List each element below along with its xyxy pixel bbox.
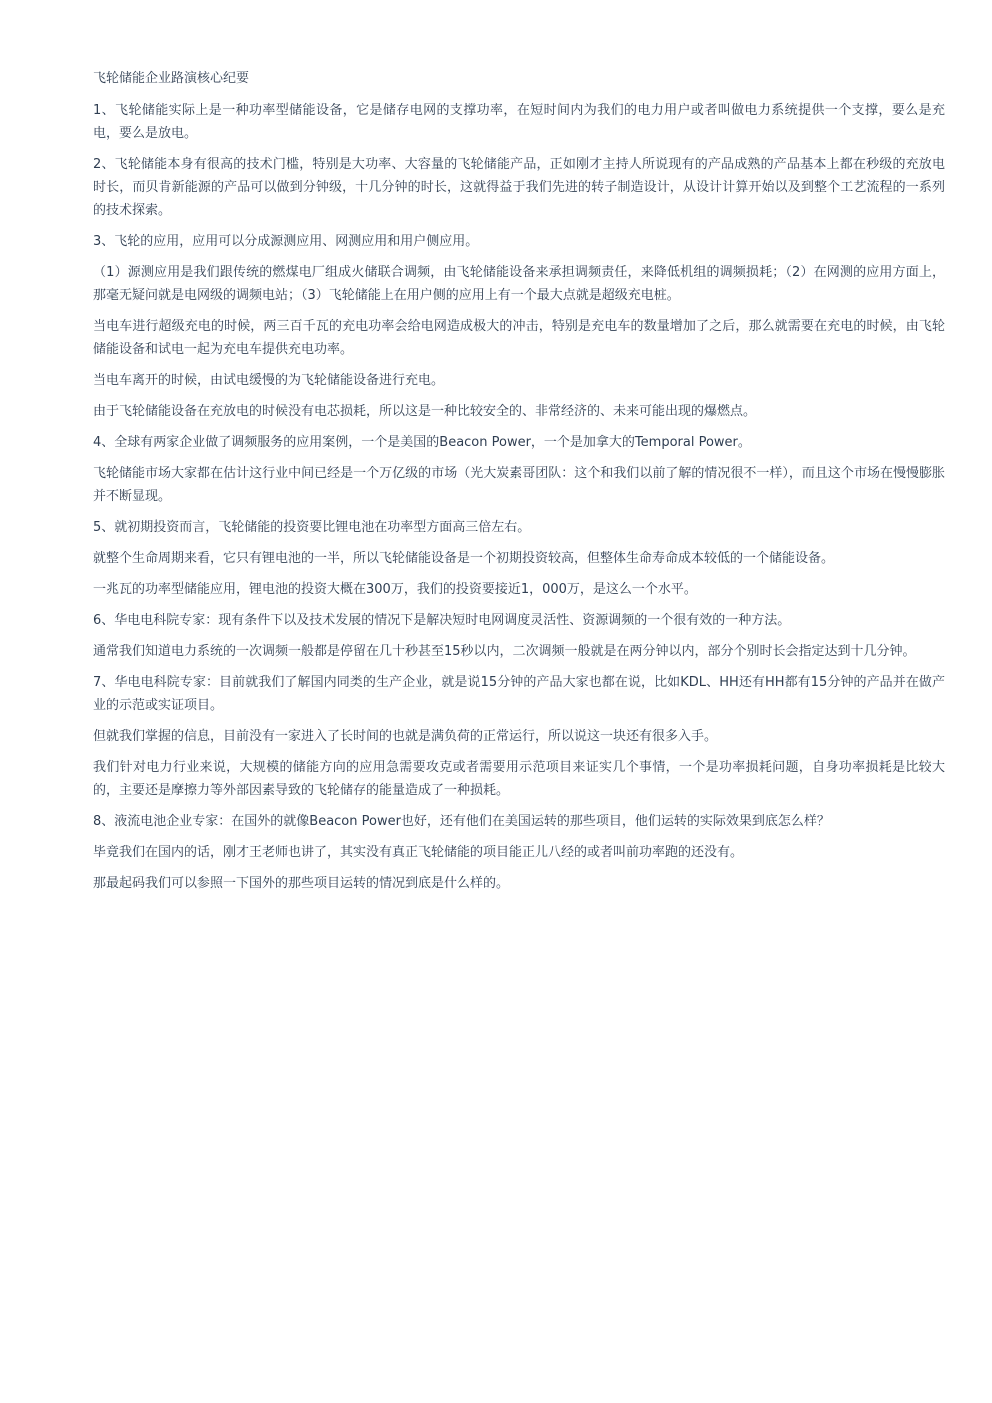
document-page xyxy=(93,70,945,903)
paragraph-4: （1）源测应用是我们跟传统的燃煤电厂组成火储联合调频，由飞轮储能设备来承担调频责任，来降低机组的调频损耗；（2）在网测的应用方面上，那毫无疑问就是电网级的调频电站；（3）飞轮储能上在用户侧的应用上有一个最大点就是超级充电桩。 xyxy=(93,265,945,303)
paragraph-6: 当电车离开的时候，由试电缓慢的为飞轮储能设备进行充电。 xyxy=(93,373,445,388)
paragraph-20: 那最起码我们可以参照一下国外的那些项目运转的情况到底是什么样的。 xyxy=(93,876,510,891)
paragraph-1: 1、飞轮储能实际上是一种功率型储能设备，它是储存电网的支撑功率，在短时间内为我们的电力用户或者叫做电力系统提供一个支撑，要么是充电，要么是放电。 xyxy=(93,103,945,141)
paragraph-17: 我们针对电力行业来说，大规模的储能方向的应用急需要攻克或者需要用示范项目来证实几个事情，一个是功率损耗问题，自身功率损耗是比较大的，主要还是摩擦力等外部因素导致的飞轮储存的能量造成了一种损耗。 xyxy=(93,760,945,798)
paragraph-18: 8、液流电池企业专家：在国外的就像Beacon Power也好，还有他们在美国运转的那些项目，他们运转的实际效果到底怎么样？ xyxy=(93,814,830,829)
paragraph-5: 当电车进行超级充电的时候，两三百千瓦的充电功率会给电网造成极大的冲击，特别是充电车的数量增加了之后，那么就需要在充电的时候，由飞轮储能设备和试电一起为充电车提供充电功率。 xyxy=(93,319,945,357)
paragraph-9: 飞轮储能市场大家都在估计这行业中间已经是一个万亿级的市场（光大炭素哥团队：这个和我们以前了解的情况很不一样），而且这个市场在慢慢膨胀并不断显现。 xyxy=(93,466,945,504)
paragraph-3: 3、飞轮的应用，应用可以分成源测应用、网测应用和用户侧应用。 xyxy=(93,234,479,249)
paragraph-12: 一兆瓦的功率型储能应用，锂电池的投资大概在300万，我们的投资要接近1，000万，是这么一个水平。 xyxy=(93,582,697,597)
paragraph-15: 7、华电电科院专家：目前就我们了解国内同类的生产企业，就是说15分钟的产品大家也都在说，比如KDL、HH还有HH都有15分钟的产品并在做产业的示范或实证项目。 xyxy=(93,675,945,713)
paragraph-13: 6、华电电科院专家：现有条件下以及技术发展的情况下是解决短时电网调度灵活性、资源调频的一个很有效的一种方法。 xyxy=(93,613,791,628)
paragraph-16: 但就我们掌握的信息，目前没有一家进入了长时间的也就是满负荷的正常运行，所以说这一块还有很多入手。 xyxy=(93,729,718,744)
paragraph-7: 由于飞轮储能设备在充放电的时候没有电芯损耗，所以这是一种比较安全的、非常经济的、未来可能出现的爆燃点。 xyxy=(93,404,757,419)
paragraph-19: 毕竟我们在国内的话，刚才王老师也讲了，其实没有真正飞轮储能的项目能正儿八经的或者叫前功率跑的还没有。 xyxy=(93,845,744,860)
document-title: 飞轮储能企业路演核心纪要 xyxy=(93,71,250,86)
paragraph-10: 5、就初期投资而言，飞轮储能的投资要比锂电池在功率型方面高三倍左右。 xyxy=(93,520,531,535)
paragraph-11: 就整个生命周期来看，它只有锂电池的一半，所以飞轮储能设备是一个初期投资较高，但整体生命寿命成本较低的一个储能设备。 xyxy=(93,551,835,566)
paragraph-2: 2、飞轮储能本身有很高的技术门槛，特别是大功率、大容量的飞轮储能产品，正如刚才主持人所说现有的产品成熟的产品基本上都在秒级的充放电时长，而贝肯新能源的产品可以做到分钟级，十几分钟的时长，这就得益于我们先进的转子制造设计，从设计计算开始以及到整个工艺流程的一系列的技术探索。 xyxy=(93,157,945,218)
paragraph-14: 通常我们知道电力系统的一次调频一般都是停留在几十秒甚至15秒以内，二次调频一般就是在两分钟以内，部分个别时长会指定达到十几分钟。 xyxy=(93,644,916,659)
paragraph-8: 4、全球有两家企业做了调频服务的应用案例，一个是美国的Beacon Power，一个是加拿大的Temporal Power。 xyxy=(93,435,751,450)
